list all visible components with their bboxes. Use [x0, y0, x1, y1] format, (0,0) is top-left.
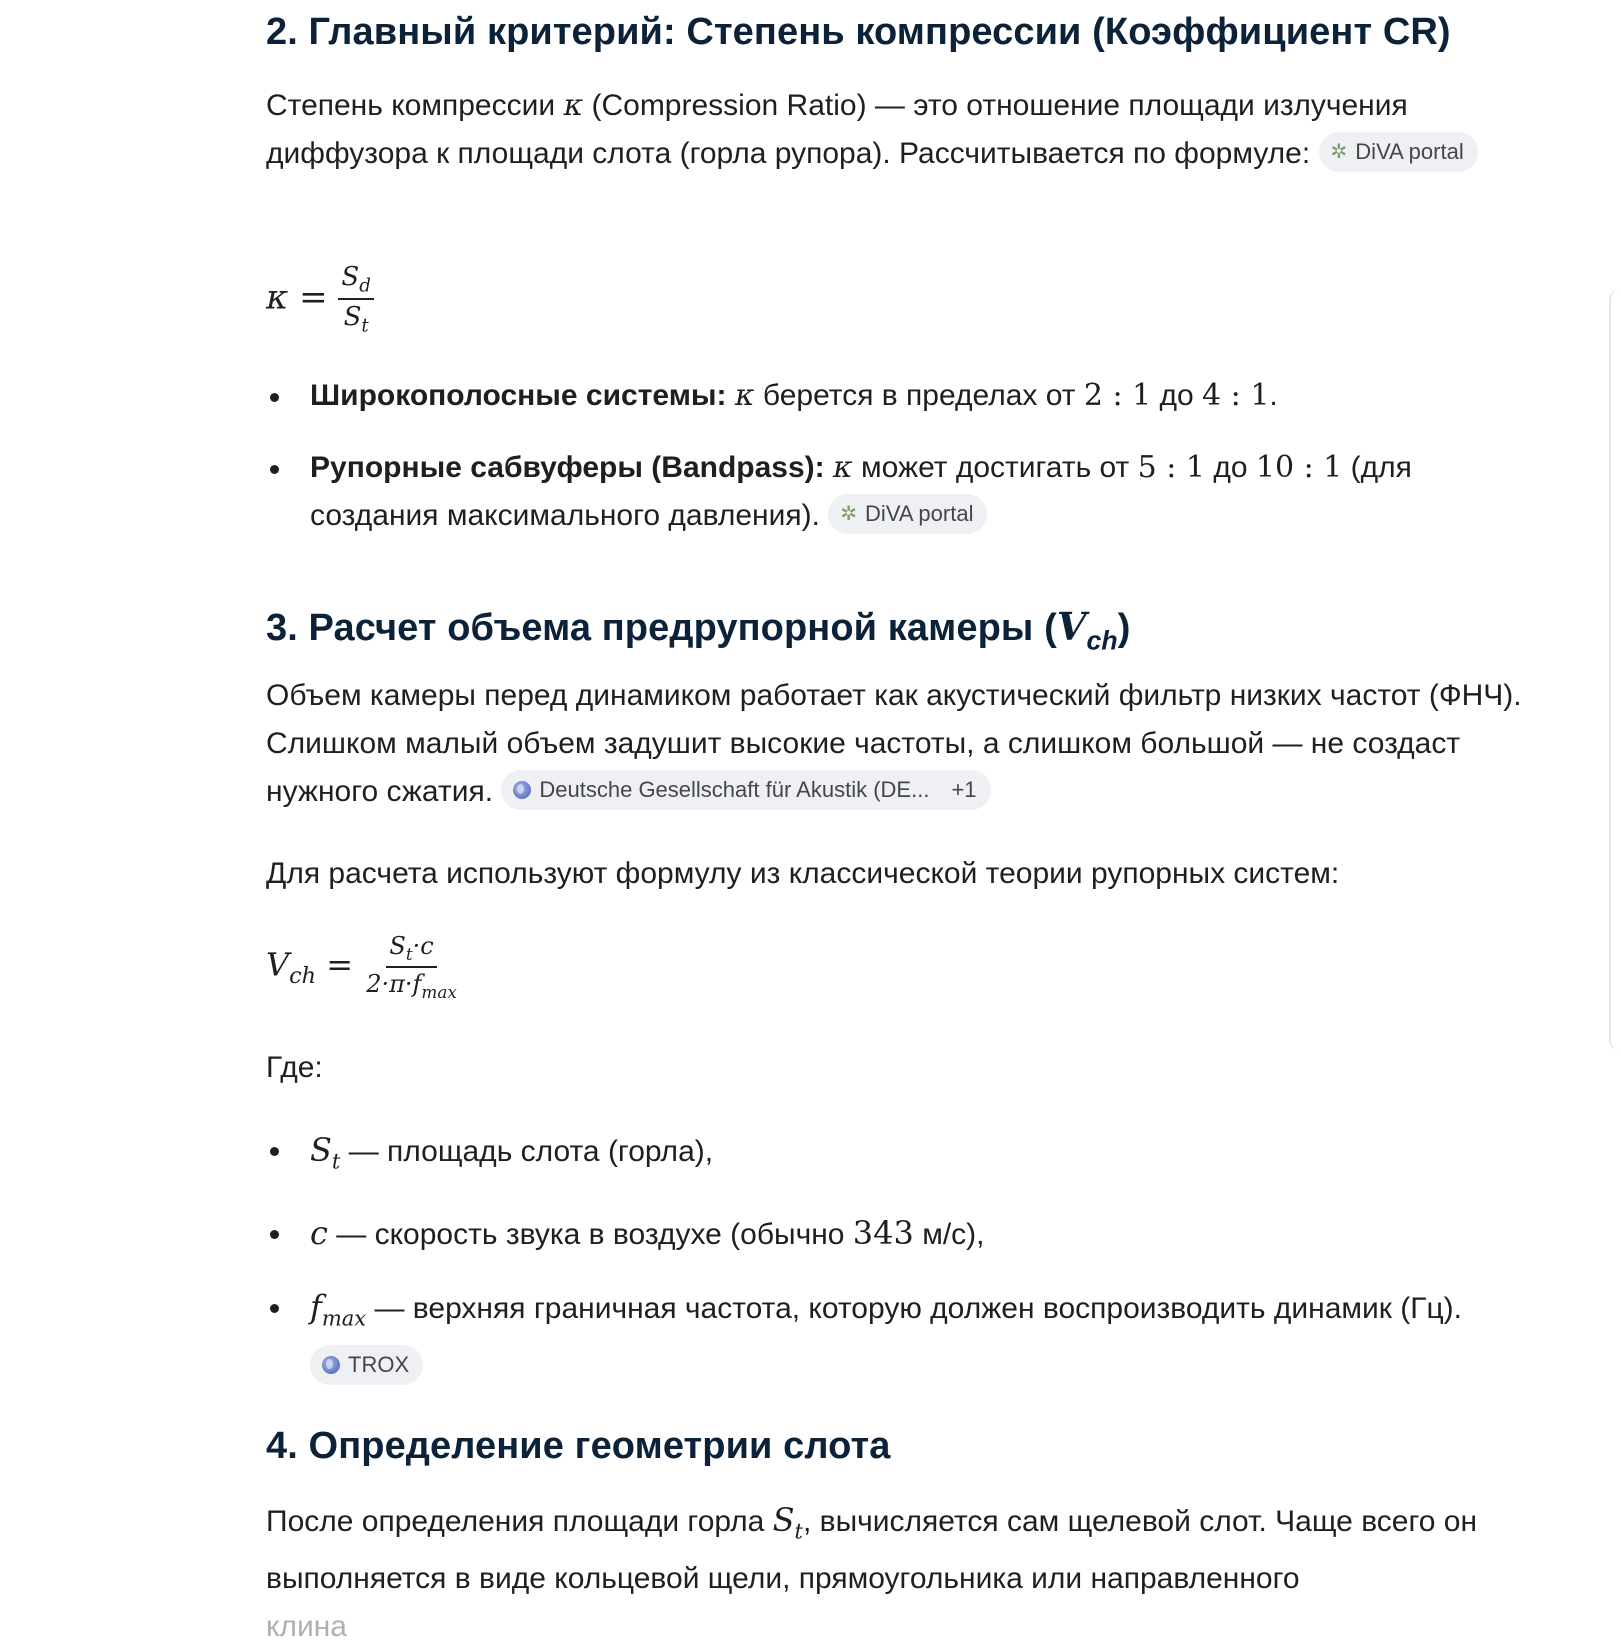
bold-label: Рупорные сабвуферы (Bandpass):: [310, 451, 825, 484]
chip-label: Deutsche Gesellschaft für Akustik (DE...: [539, 777, 930, 803]
formula-lhs: V: [266, 945, 290, 984]
kappa-symbol: κ: [563, 88, 584, 123]
globe-icon: [322, 1356, 340, 1374]
list-item: [266, 372, 1546, 420]
text: м/с),: [913, 1218, 985, 1252]
symbol-sub: t: [794, 1519, 803, 1544]
symbol: S: [310, 1131, 332, 1169]
text: Где:: [266, 1051, 323, 1084]
section-3-paragraph: [266, 672, 1546, 816]
chip-label: TROX: [348, 1351, 410, 1377]
heading-symbol: V: [1056, 604, 1087, 649]
text: до: [1205, 451, 1256, 484]
kappa-symbol: κ: [734, 378, 755, 413]
where-label: [266, 1044, 1546, 1092]
source-chip-diva[interactable]: [828, 494, 987, 534]
text: Степень компрессии: [266, 89, 564, 122]
section-2-list: [266, 372, 1546, 540]
text: (Compression Ratio) — это отношение площади излучения диффузора к площади слота (горла рупора). Рассчитывается по формуле:: [266, 89, 1408, 170]
text: — верхняя граничная частота, которую должен воспроизводить динамик (Гц).: [366, 1292, 1462, 1326]
text: до: [1151, 379, 1203, 412]
text: — площадь слота (горла),: [340, 1135, 714, 1168]
compression-ratio-formula: [266, 262, 374, 337]
source-chip-trox[interactable]: [310, 1345, 423, 1385]
den-sub: t: [361, 315, 369, 337]
kappa-symbol: κ: [833, 450, 853, 485]
chip-label: DiVA portal: [1355, 139, 1464, 165]
den: 2·π·f: [366, 969, 422, 998]
text: может достигать от: [852, 451, 1138, 484]
faded-text: клина: [266, 1610, 347, 1644]
equals: =: [316, 945, 364, 984]
list-item: [266, 1283, 1546, 1390]
section-3-heading: [266, 604, 1130, 657]
section-2-heading: 2. Главный критерий: Степень компрессии (Коэффициент CR): [266, 11, 1451, 53]
text: (для создания максимального давления).: [310, 451, 1412, 532]
text: , вычисляется сам щелевой слот. Чаще всего он выполняется в виде кольцевой щели, прямоугольника или направленного: [266, 1505, 1478, 1596]
heading-text: ): [1117, 607, 1131, 649]
section-3-definitions: [266, 1126, 1546, 1391]
num: S: [341, 262, 360, 292]
chip-label: DiVA portal: [865, 501, 974, 527]
den-sub: max: [421, 981, 457, 1002]
ratio: 5 : 1: [1137, 450, 1205, 485]
list-item: [266, 1126, 1546, 1185]
list-item: [266, 1209, 1546, 1259]
side-panel-edge: [1609, 290, 1621, 1050]
sparkle-icon: ✲: [840, 503, 858, 526]
text: После определения площади горла: [266, 1505, 773, 1538]
text: .: [1269, 379, 1278, 412]
heading-text: 3. Расчет объема предрупорной камеры (: [266, 607, 1057, 649]
ratio: 10 : 1: [1255, 450, 1343, 485]
text: Для расчета используют формулу из классической теории рупорных систем:: [266, 857, 1340, 890]
globe-icon: [513, 781, 531, 799]
symbol: c: [310, 1214, 328, 1253]
number: 343: [852, 1214, 914, 1253]
section-3-paragraph-2: [266, 850, 1546, 898]
symbol: S: [772, 1501, 795, 1539]
num: S: [389, 932, 406, 960]
section-2-paragraph: [266, 82, 1546, 178]
ratio: 2 : 1: [1083, 378, 1152, 413]
formula-fraction: [363, 932, 460, 1002]
section-4-heading: 4. Определение геометрии слота: [266, 1425, 891, 1467]
ratio: 4 : 1: [1202, 378, 1270, 413]
symbol: f: [310, 1288, 322, 1327]
heading-symbol-sub: ch: [1086, 625, 1118, 656]
num-sub: t: [405, 943, 413, 964]
text: берется в пределах от: [754, 379, 1084, 412]
symbol-sub: t: [331, 1149, 341, 1174]
source-chip-dega[interactable]: [501, 770, 990, 810]
formula-fraction: [338, 262, 373, 337]
num-sub: d: [359, 275, 371, 297]
source-chip-diva[interactable]: [1319, 132, 1478, 172]
num-rest: ·c: [412, 932, 434, 960]
bold-label: Широкополосные системы:: [310, 379, 727, 412]
chamber-volume-formula: [266, 932, 460, 1002]
formula-lhs-sub: ch: [289, 963, 317, 990]
sparkle-icon: ✲: [1330, 141, 1348, 164]
chip-more-count: +1: [951, 777, 977, 803]
den: S: [343, 302, 362, 333]
formula-lhs: κ =: [266, 277, 339, 318]
symbol-sub: max: [321, 1306, 367, 1331]
text: Объем камеры перед динамиком работает как акустический фильтр низких частот (ФНЧ). Слишком малый объем задушит высокие частоты, а слишком большой — не создаст нужного сжатия.: [266, 679, 1522, 808]
list-item: [266, 444, 1546, 540]
section-4-paragraph: [266, 1496, 1546, 1651]
text: — скорость звука в воздухе (обычно: [327, 1218, 853, 1252]
